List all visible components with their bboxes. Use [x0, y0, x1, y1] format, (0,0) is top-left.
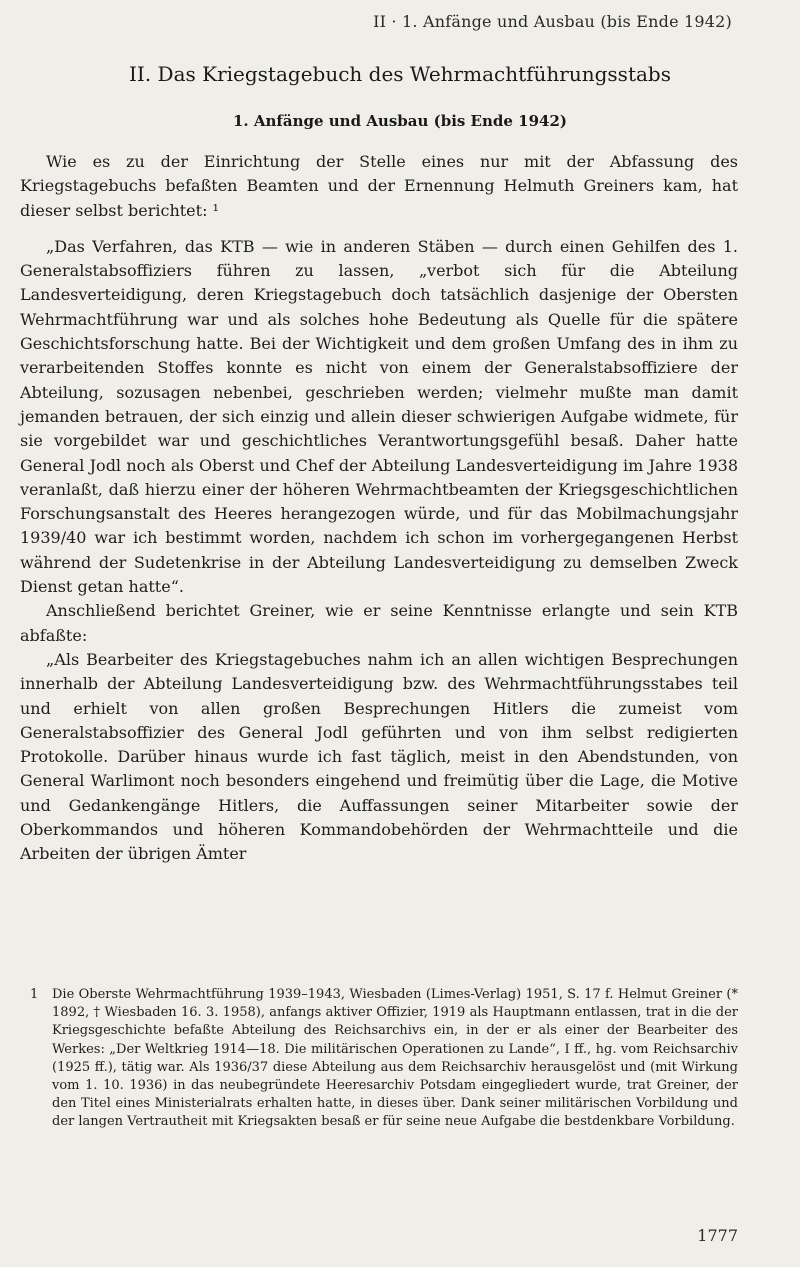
running-head: II · 1. Anfänge und Ausbau (bis Ende 1942) [373, 12, 732, 31]
page-number: 1777 [697, 1226, 738, 1245]
chapter-title: II. Das Kriegstagebuch des Wehrmachtführungsstabs [129, 62, 671, 86]
section-title: 1. Anfänge und Ausbau (bis Ende 1942) [233, 112, 567, 130]
paragraph-quote-1: „Das Verfahren, das KTB — wie in anderen Stäben — durch einen Gehilfen des 1. Generalstabsoffiziers führen zu lassen, „verbot sich für die Abteilung Landesverteidigung, deren Kriegstagebuch doch tatsächlich dasjenige der Obersten Wehrmachtführung war und als solches hohe Bedeutung als Quelle für die spätere Geschichtsforschung hatte. Bei der Wichtigkeit und dem großen Umfang des in ihm zu verarbeitenden Stoffes konnte es nicht von einem der Generalstabsoffiziere der Abteilung, sozusagen nebenbei, geschrieben werden; vielmehr mußte man damit jemanden betrauen, der sich einzig und allein dieser schwierigen Aufgabe widmete, für sie vorgebildet war und geschichtliches Verantwortungsgefühl besaß. Daher hatte General Jodl noch als Oberst und Chef der Abteilung Landesverteidigung im Jahre 1938 veranlaßt, daß hierzu einer der höheren Wehrmachtbeamten der Kriegsgeschichtlichen Forschungsanstalt des Heeres herangezogen würde, und für das Mobilmachungsjahr 1939/40 war ich bestimmt worden, nachdem ich schon im vorhergegangenen Herbst während der Sudetenkrise in der Abteilung Landesverteidigung zu demselben Zweck Dienst getan hatte“. [20, 236, 738, 597]
paragraph-intro: Wie es zu der Einrichtung der Stelle eines nur mit der Abfassung des Kriegstagebuchs befaßten Beamten und der Ernennung Helmuth Greiners kam, hat dieser selbst berichtet: ¹ [20, 152, 738, 220]
body-text [20, 150, 738, 867]
paragraph-quote-2: „Als Bearbeiter des Kriegstagebuches nahm ich an allen wichtigen Besprechungen innerhalb der Abteilung Landesverteidigung bzw. des Wehrmachtführungsstabes teil und erhielt von allen großen Besprechungen Hitlers die zumeist vom Generalstabsoffizier des General Jodl geführten und von ihm selbst redigierten Protokolle. Darüber hinaus wurde ich fast täglich, meist in den Abendstunden, von General Warlimont noch besonders eingehend und freimütig über die Lage, die Motive und Gedankengänge Hitlers, die Auffassungen seiner Mitarbeiter sowie der Oberkommandos und höheren Kommandobehörden der Wehrmachtteile und die Arbeiten der übrigen Ämter [20, 649, 738, 864]
footnote [20, 986, 738, 1132]
footnote-number: 1 [30, 987, 39, 1002]
paragraph-transition: Anschließend berichtet Greiner, wie er seine Kenntnisse erlangte und sein KTB abfaßte: [20, 601, 738, 645]
footnote-text: Die Oberste Wehrmachtführung 1939–1943, Wiesbaden (Limes-Verlag) 1951, S. 17 f. Helmut Greiner (* 1892, † Wiesbaden 16. 3. 1958), anfangs aktiver Offizier, 1919 als Hauptmann entlassen, trat in die der Kriegsgeschichte befaßte Abteilung des Reichsarchivs ein, in der er als einer der Bearbeiter des Werkes: „Der Weltkrieg 1914—18. Die militärischen Operationen zu Lande“, I ff., hg. vom Reichsarchiv (1925 ff.), tätig war. Als 1936/37 diese Abteilung aus dem Reichsarchiv herausgelöst und (mit Wirkung vom 1. 10. 1936) in das neubegründete Heeresarchiv Potsdam eingegliedert wurde, trat Greiner, der den Titel eines Ministerialrats erhalten hatte, in dieses über. Dank seiner militärischen Vorbildung und der langen Vertrautheit mit Kriegsakten besaß er für seine neue Aufgabe die bestdenkbare Vorbildung. [52, 987, 738, 1130]
